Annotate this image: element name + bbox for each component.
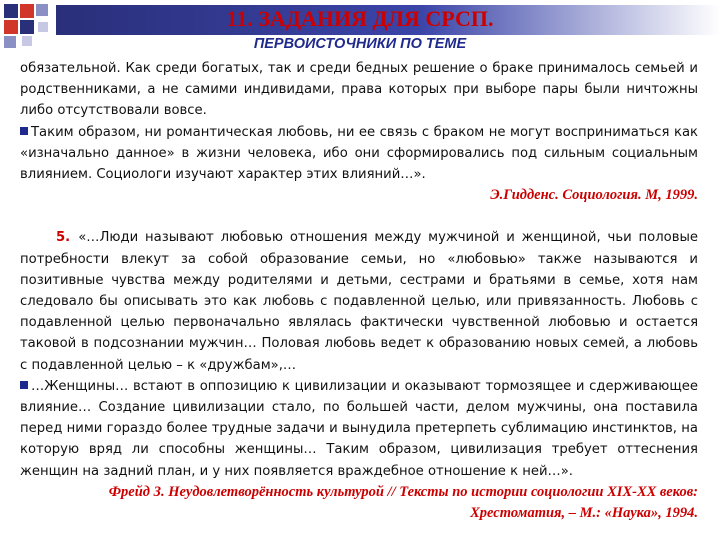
square-bullet-icon xyxy=(20,127,28,135)
spacer xyxy=(20,206,698,227)
quote-5-bullet-text: …Женщины… встают в оппозицию к цивилизации и оказывают тормозящее и сдерживающее влияние… Создание цивилизации стало, по большей части, делом мужчины, она поставила перед ними гораздо более трудные задачи и вынудила претерпеть сублимацию инстинктов, на которую вряд ли способны женщины… Таким образом, цивилизация требует оттеснения женщин на задний план, и у них появляется враждебное отношение к ней…». xyxy=(20,378,698,479)
quote-5-paragraph xyxy=(20,227,698,375)
quote-4-source: Э.Гидденс. Социология. М, 1999. xyxy=(490,187,698,204)
quote-5-bullet-paragraph xyxy=(20,376,698,482)
document-body xyxy=(20,58,698,524)
quote-5-number: 5. xyxy=(56,230,71,246)
quote-4-bullet-text: Таким образом, ни романтическая любовь, ни ее связь с браком не могут восприниматься как «изначально данное» в жизни человека, ибо они сформировались под сильным социальным влиянием. Социологи изучают характер этих влияний…». xyxy=(20,124,698,183)
quote-4-continuation: обязательной. Как среди богатых, так и среди бедных решение о браке принималось семьей и родственниками, а не самими индивидами, права которых при выборе пары были ничтожны либо отсутствовали вовсе. xyxy=(20,61,698,119)
square-bullet-icon xyxy=(20,381,28,389)
page-subtitle: ПЕРВОИСТОЧНИКИ ПО ТЕМЕ xyxy=(253,36,467,52)
quote-5-text: «…Люди называют любовью отношения между мужчиной и женщиной, чьи половые потребности влекут за собой образование семьи, но «любовью» также называются и позитивные чувства между родителями и детьми, сестрами и братьями в семье, хотя нам следовало бы описывать это как любовь с подавленной целью, или привязанность. Любовь с подавленной целью первоначально являлась фактически чувственной любовью и остается таковой в подсознании мужчин… Половая любовь ведет к образованию новых семей, а любовь с подавленной целью – к «дружбам»,… xyxy=(20,230,698,373)
quote-5-source-line-2: Хрестоматия, – М.: «Наука», 1994. xyxy=(470,505,698,522)
quote-5-source-line-1: Фрейд З. Неудовлетворённость культурой // Тексты по истории социологии XIX-XX веков: xyxy=(108,483,698,500)
page-title: 11. ЗАДАНИЯ ДЛЯ СРСП. xyxy=(226,6,494,31)
quote-4-bullet-paragraph xyxy=(20,122,698,186)
